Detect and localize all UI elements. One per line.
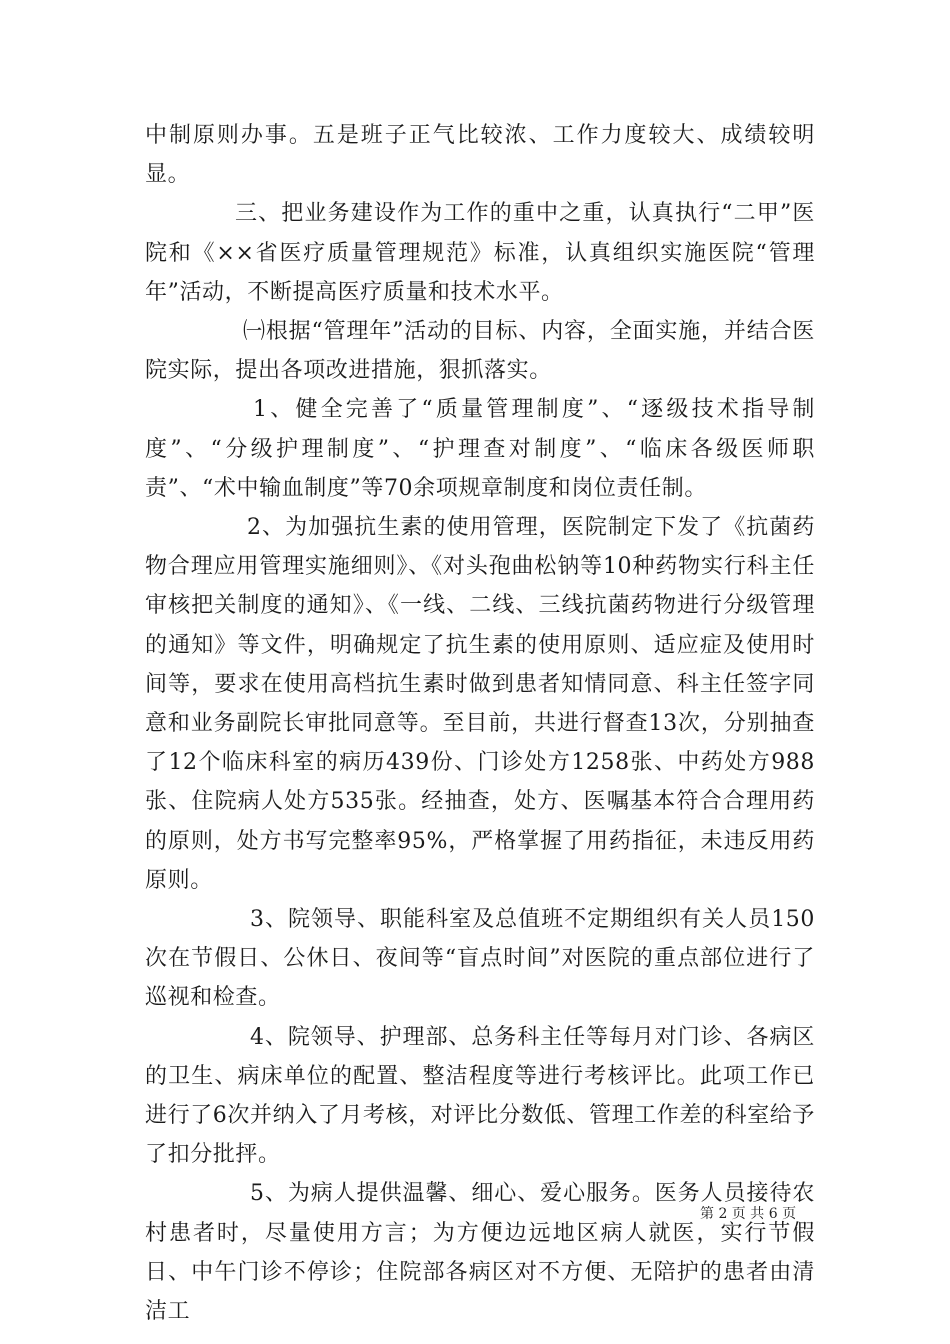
paragraph-intro-continuation: 中制原则办事。五是班子正气比较浓、工作力度较大、成绩较明显。: [145, 123, 815, 188]
paragraph-subsection-one: ㈠根据“管理年”活动的目标、内容，全面实施，并结合医院实际，提出各项改进措施，狠抓落实。: [145, 319, 815, 384]
document-body: [145, 116, 815, 1331]
paragraph-item-4: 4、院领导、护理部、总务科主任等每月对门诊、各病区的卫生、病床单位的配置、整洁程度等进行考核评比。此项工作已进行了6次并纳入了月考核，对评比分数低、管理工作差的科室给予了扣分批抨。: [145, 1024, 815, 1168]
paragraph-item-5: 5、为病人提供温馨、细心、爱心服务。医务人员接待农村患者时，尽量使用方言；为方便边远地区病人就医，实行节假日、中午门诊不停诊；住院部各病区对不方便、无陪护的患者由清洁工: [145, 1181, 815, 1325]
paragraph-item-2: 2、为加强抗生素的使用管理，医院制定下发了《抗菌药物合理应用管理实施细则》、《对头孢曲松钠等10种药物实行科主任审核把关制度的通知》、《一线、二线、三线抗菌药物进行分级管理的通知》等文件，明确规定了抗生素的使用原则、适应症及使用时间等，要求在使用高档抗生素时做到患者知情同意、科主任签字同意和业务副院长审批同意等。至目前，共进行督查13次，分别抽查了12个临床科室的病历439份、门诊处方1258张、中药处方988张、住院病人处方535张。经抽查，处方、医嘱基本符合合理用药的原则，处方书写完整率95%，严格掌握了用药指征，未违反用药原则。: [145, 515, 815, 893]
paragraph-item-3: 3、院领导、职能科室及总值班不定期组织有关人员150次在节假日、公休日、夜间等“盲点时间”对医院的重点部位进行了巡视和检查。: [145, 907, 815, 1011]
page-number-footer: 第 2 页 共 6 页: [700, 1206, 797, 1222]
paragraph-item-1: 1、健全完善了“质量管理制度”、“逐级技术指导制度”、“分级护理制度”、“护理查对制度”、“临床各级医师职责”、“术中输血制度”等70余项规章制度和岗位责任制。: [145, 397, 815, 501]
paragraph-section-three: 三、把业务建设作为工作的重中之重，认真执行“二甲”医院和《××省医疗质量管理规范》标准，认真组织实施医院“管理年”活动，不断提高医疗质量和技术水平。: [145, 201, 815, 305]
